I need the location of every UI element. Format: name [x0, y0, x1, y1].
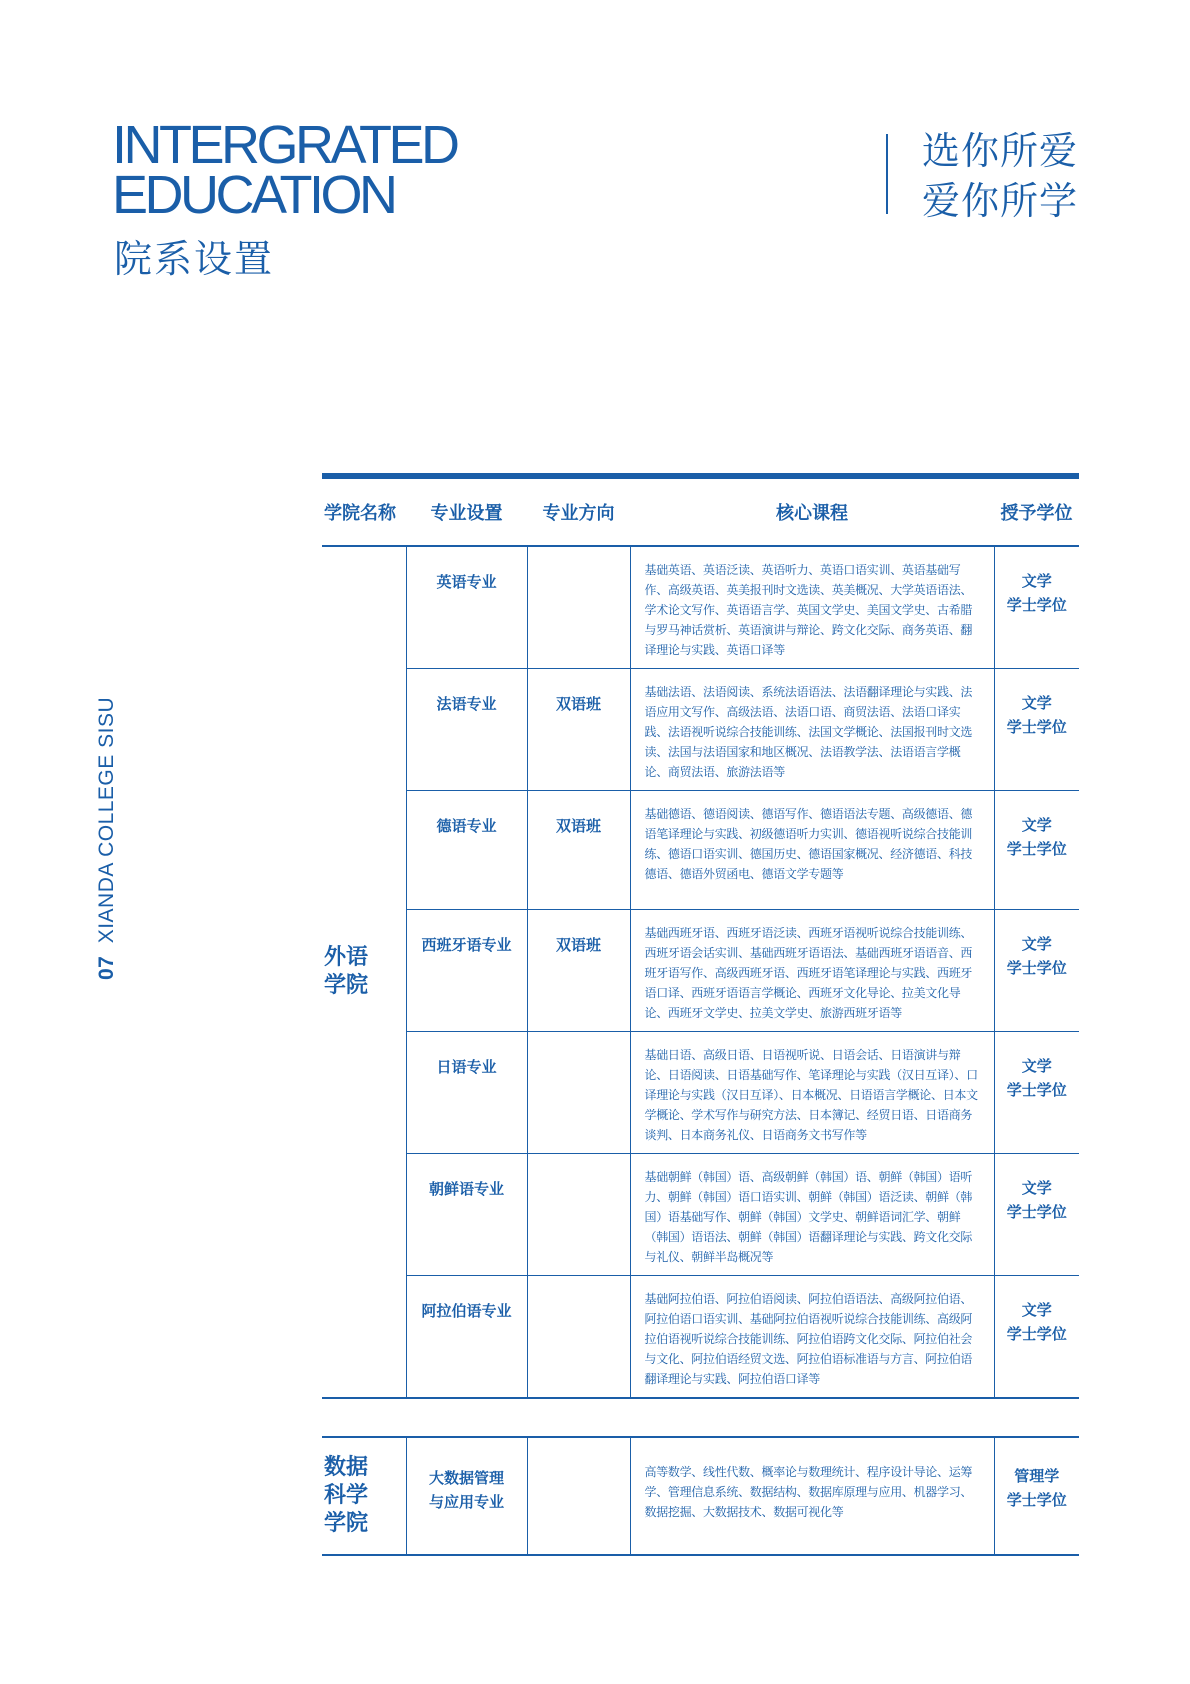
- major-direction: [527, 1032, 630, 1154]
- core-courses: 高等数学、线性代数、概率论与数理统计、程序设计导论、运筹学、管理信息系统、数据结构、数据库原理与应用、机器学习、数据挖掘、大数据技术、数据可视化等: [630, 1437, 994, 1555]
- header-degree: 授予学位: [994, 476, 1079, 546]
- slogan: [922, 126, 1078, 226]
- title-english-line1: INTERGRATED: [112, 115, 457, 175]
- title-english: [112, 115, 457, 225]
- side-label-text: XIANDA COLLEGE SISU: [95, 696, 118, 944]
- header-courses: 核心课程: [630, 476, 994, 546]
- major-name: 日语专业: [406, 1032, 527, 1154]
- college-name-foreign-language: 外语学院: [322, 546, 406, 1398]
- table-row: [322, 1276, 1079, 1399]
- table-row: [322, 546, 1079, 669]
- table-row: [322, 669, 1079, 791]
- major-direction: 双语班: [527, 791, 630, 910]
- core-courses: 基础阿拉伯语、阿拉伯语阅读、阿拉伯语语法、高级阿拉伯语、阿拉伯语口语实训、基础阿拉伯语视听说综合技能训练、高级阿拉伯语视听说综合技能训练、阿拉伯语跨文化交际、阿拉伯社会与文化、阿拉伯语经贸文选、阿拉伯语标准语与方言、阿拉伯语翻译理论与实践、阿拉伯语口译等: [630, 1276, 994, 1399]
- slogan-line2: 爱你所学: [922, 179, 1079, 223]
- major-direction: [527, 1154, 630, 1276]
- degree: 文学 学士学位: [994, 910, 1079, 1032]
- title-english-line2: EDUCATION: [112, 165, 395, 225]
- table-row: [322, 1154, 1079, 1276]
- major-name: 法语专业: [406, 669, 527, 791]
- major-name: 朝鲜语专业: [406, 1154, 527, 1276]
- core-courses: 基础日语、高级日语、日语视听说、日语会话、日语演讲与辩论、日语阅读、日语基础写作、笔译理论与实践（汉日互译）、口译理论与实践（汉日互译）、日本概况、日语语言学概论、日本文学概论、学术写作与研究方法、日本簿记、经贸日语、日语商务谈判、日本商务礼仪、日语商务文书写作等: [630, 1032, 994, 1154]
- degree: 文学 学士学位: [994, 1276, 1079, 1399]
- side-label: [95, 697, 119, 980]
- header-college: 学院名称: [322, 476, 406, 546]
- major-name: 阿拉伯语专业: [406, 1276, 527, 1399]
- header-major: 专业设置: [406, 476, 527, 546]
- core-courses: 基础西班牙语、西班牙语泛读、西班牙语视听说综合技能训练、西班牙语会话实训、基础西班牙语语法、基础西班牙语语音、西班牙语写作、高级西班牙语、西班牙语笔译理论与实践、西班牙语口译、西班牙语语言学概论、西班牙文化导论、拉美文化导论、西班牙文学史、拉美文学史、旅游西班牙语等: [630, 910, 994, 1032]
- major-direction: 双语班: [527, 669, 630, 791]
- table-row: [322, 1032, 1079, 1154]
- college-name-data-science: 数据科学学院: [324, 1455, 369, 1536]
- degree: 管理学 学士学位: [994, 1437, 1079, 1555]
- departments-table: [322, 473, 1079, 1399]
- major-direction: [527, 546, 630, 669]
- data-science-table: [322, 1436, 1079, 1556]
- table-row: [322, 791, 1079, 910]
- degree: 文学 学士学位: [994, 1154, 1079, 1276]
- degree: 文学 学士学位: [994, 669, 1079, 791]
- core-courses: 基础英语、英语泛读、英语听力、英语口语实训、英语基础写作、高级英语、英美报刊时文选读、英美概况、大学英语语法、学术论文写作、英语语言学、英国文学史、美国文学史、古希腊与罗马神话赏析、英语演讲与辩论、跨文化交际、商务英语、翻译理论与实践、英语口译等: [630, 546, 994, 669]
- table-header-row: [322, 476, 1079, 546]
- major-name: 英语专业: [406, 546, 527, 669]
- major-direction: [527, 1437, 630, 1555]
- major-direction: 双语班: [527, 910, 630, 1032]
- title-chinese: 院系设置: [114, 237, 275, 281]
- slogan-line1: 选你所爱: [922, 129, 1079, 173]
- major-name: 德语专业: [406, 791, 527, 910]
- major-name: 西班牙语专业: [406, 910, 527, 1032]
- table-row: [322, 1437, 1079, 1555]
- degree: 文学 学士学位: [994, 546, 1079, 669]
- degree: 文学 学士学位: [994, 791, 1079, 910]
- major-direction: [527, 1276, 630, 1399]
- header-direction: 专业方向: [527, 476, 630, 546]
- major-name: 大数据管理 与应用专业: [406, 1437, 527, 1555]
- core-courses: 基础法语、法语阅读、系统法语语法、法语翻译理论与实践、法语应用文写作、高级法语、法语口语、商贸法语、法语口译实践、法语视听说综合技能训练、法国文学概论、法国报刊时文选读、法国与法语国家和地区概况、法语教学法、法语语言学概论、商贸法语、旅游法语等: [630, 669, 994, 791]
- table-row: [322, 910, 1079, 1032]
- page-number: 07: [95, 955, 118, 980]
- core-courses: 基础朝鲜（韩国）语、高级朝鲜（韩国）语、朝鲜（韩国）语听力、朝鲜（韩国）语口语实训、朝鲜（韩国）语泛读、朝鲜（韩国）语基础写作、朝鲜（韩国）文学史、朝鲜语词汇学、朝鲜（韩国）语语法、朝鲜（韩国）语翻译理论与实践、跨文化交际与礼仪、朝鲜半岛概况等: [630, 1154, 994, 1276]
- core-courses: 基础德语、德语阅读、德语写作、德语语法专题、高级德语、德语笔译理论与实践、初级德语听力实训、德语视听说综合技能训练、德语口语实训、德国历史、德语国家概况、经济德语、科技德语、德语外贸函电、德语文学专题等: [630, 791, 994, 910]
- slogan-divider: [886, 134, 888, 214]
- degree: 文学 学士学位: [994, 1032, 1079, 1154]
